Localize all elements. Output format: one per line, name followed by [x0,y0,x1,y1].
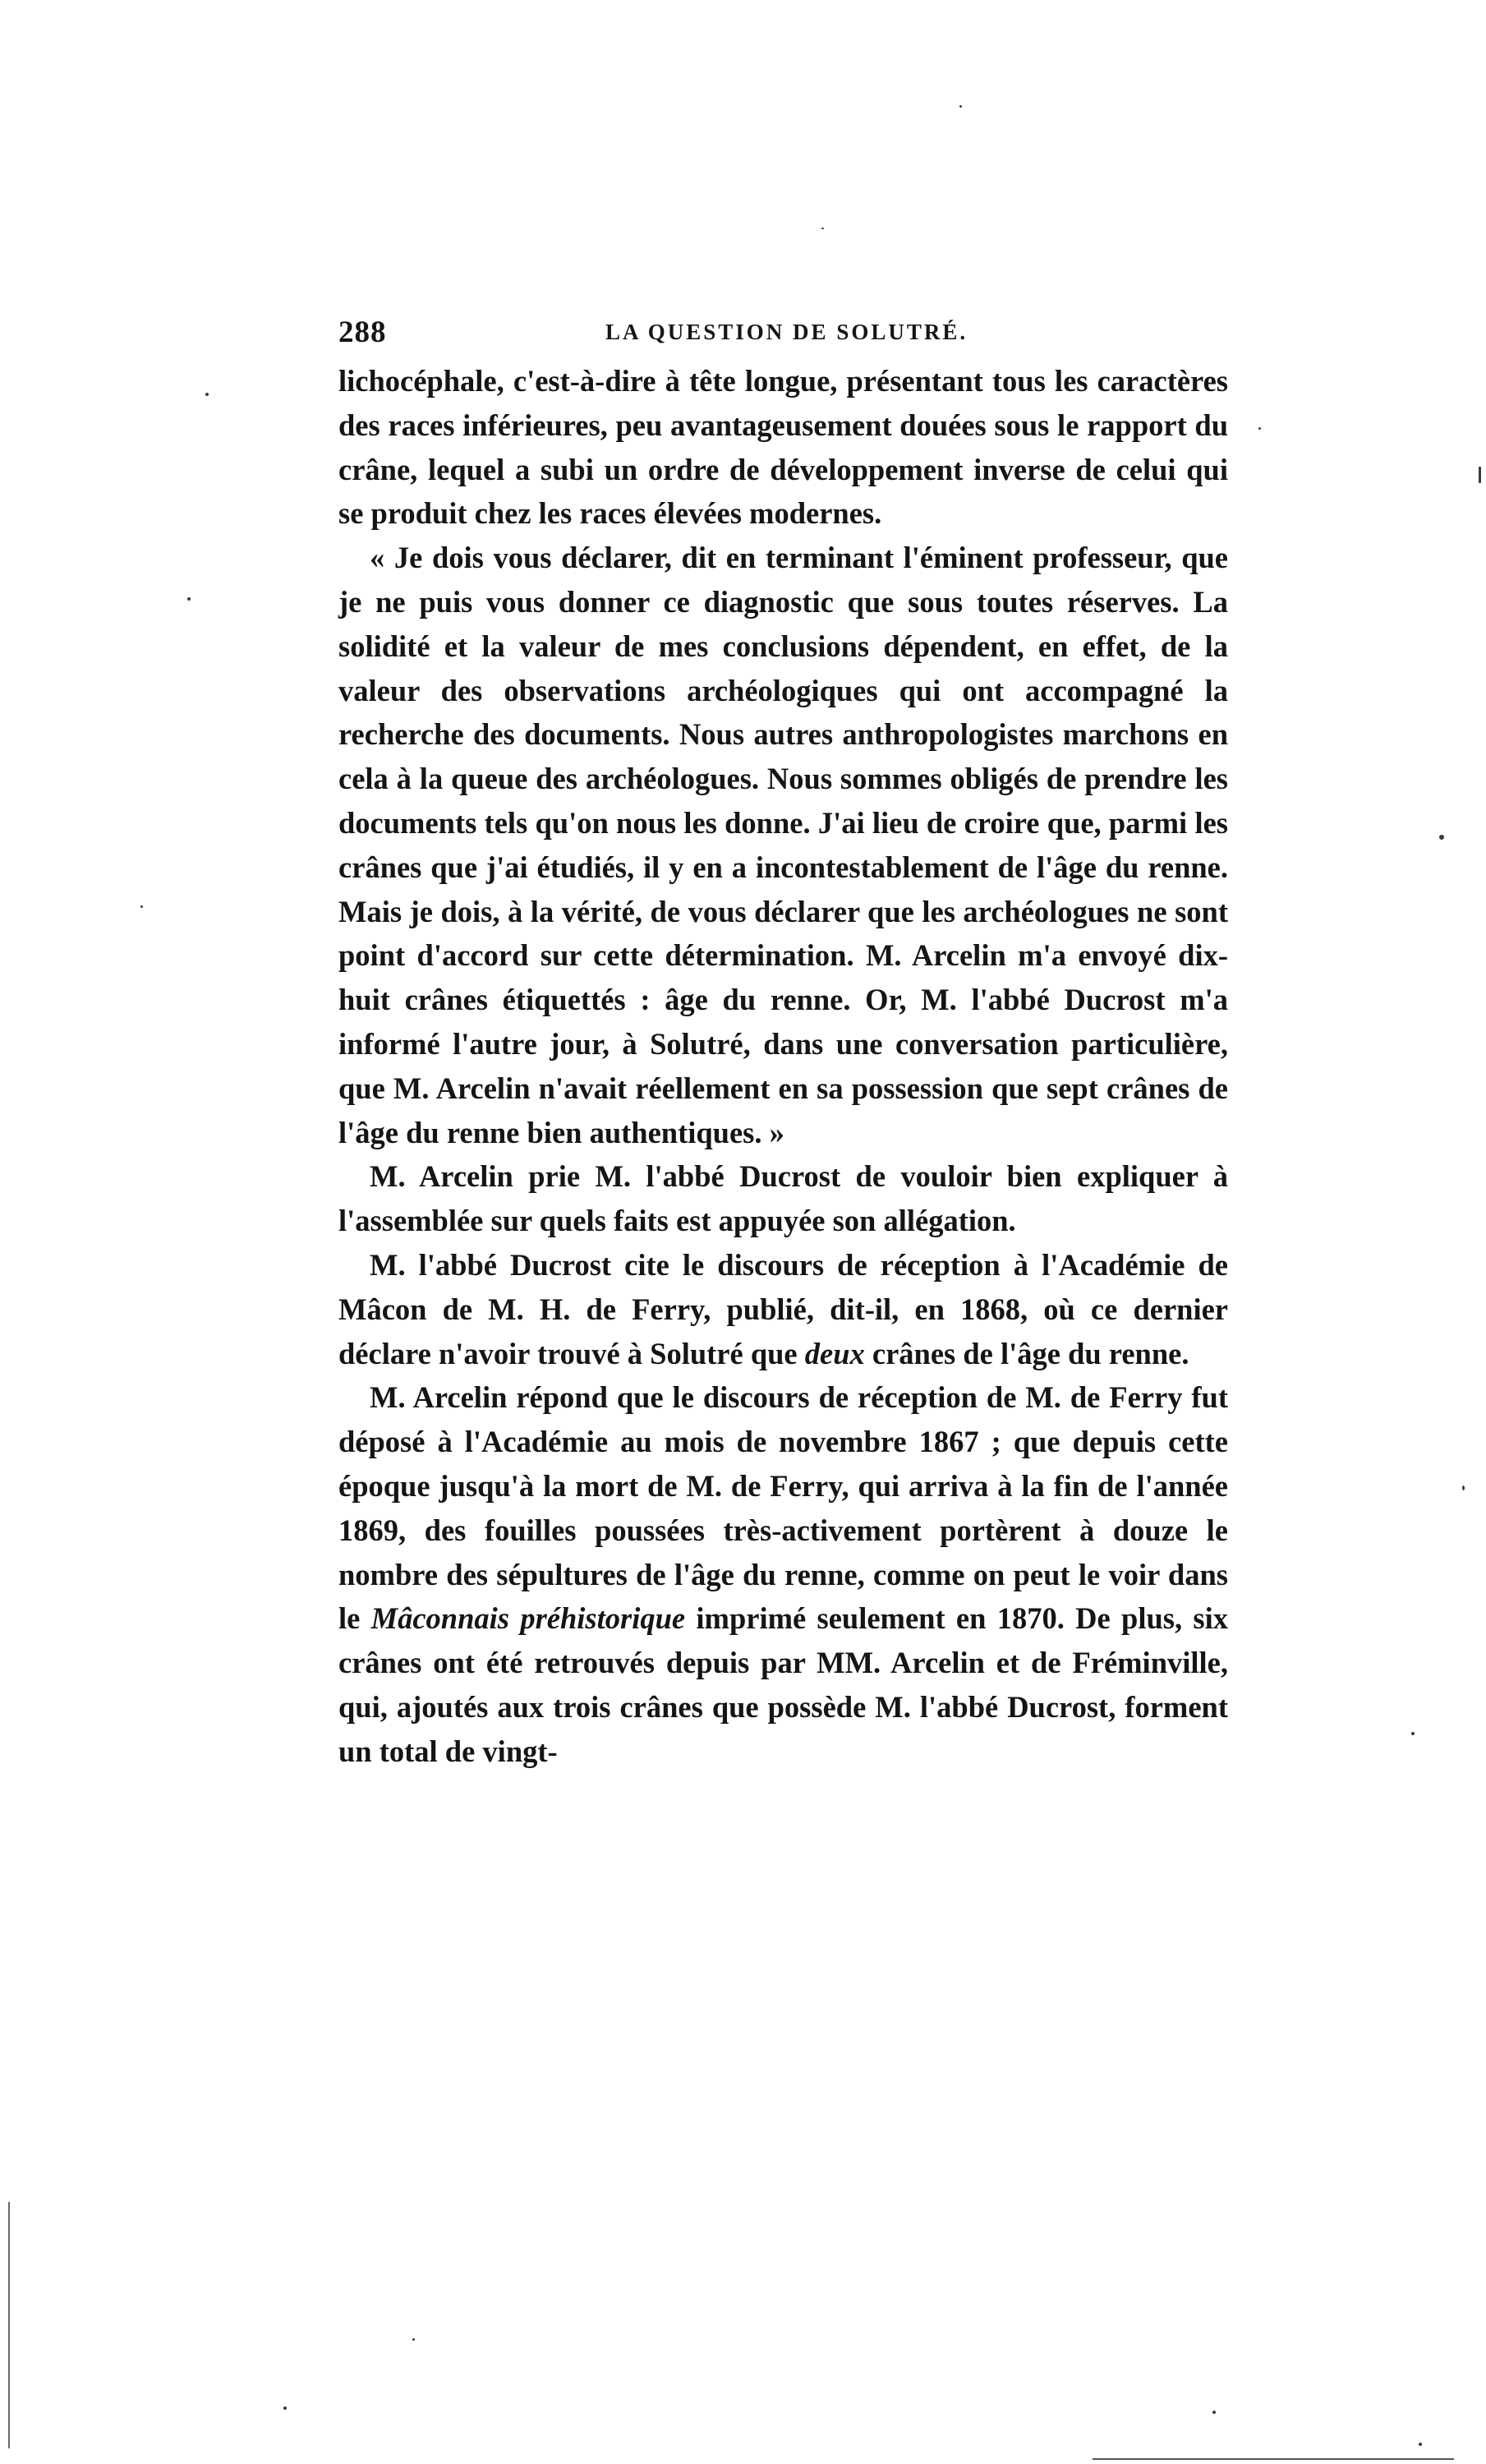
scan-speck [1462,1485,1465,1490]
scan-speck [1479,467,1481,483]
scan-speck [140,905,143,908]
running-title: LA QUESTION DE SOLUTRÉ. [605,320,968,344]
paragraph-continuation: lichocéphale, c'est-à-dire à tête longue, présentant tous les caractères des races inférieures, peu avantageusement douées sous le rapport du crâne, lequel a subi un ordre de développement inverse de celui qui se produit chez les races élevées modernes. [338,364,1228,531]
body-text [338,359,1228,1774]
paragraph-ducrost-reply [338,1243,1228,1375]
text-run: M. Arcelin répond que le discours de réception de M. de Ferry fut déposé à l'Académie au mois de novembre 1867 ; que depuis cette époque jusqu'à la mort de M. de Ferry, qui arriva à la fin de l'année 1869, des fouilles poussées très-activement portèrent à douze le nombre des sépultures de l'âge du renne, comme on peut le voir dans le [338,1380,1228,1636]
scan-speck [1258,427,1261,430]
scan-speck [412,2338,415,2341]
paragraph-quotation: « Je dois vous déclarer, dit en terminant l'éminent professeur, que je ne puis vous donner ce diagnostic que sous toutes réserves. La solidité et la valeur de mes conclusions dépendent, en effet, de la valeur des observations archéologiques qui ont accompagné la recherche des documents. Nous autres anthropologistes marchons en cela à la queue des archéologues. Nous sommes obligés de prendre les documents tels qu'on nous les donne. J'ai lieu de croire que, parmi les crânes que j'ai étudiés, il y en a incontestablement de l'âge du renne. Mais je dois, à la vérité, de vous déclarer que les archéologues ne sont point d'accord sur cette détermination. M. Arcelin m'a envoyé dix-huit crânes étiquettés : âge du renne. Or, M. l'abbé Ducrost m'a informé l'autre jour, à Solutré, dans une conversation particulière, que M. Arcelin n'avait réellement en sa possession que sept crânes de l'âge du renne bien authentiques. » [338,541,1228,1149]
scan-speck [1419,2443,1422,2446]
scan-speck [205,393,209,396]
text-run: imprimé seulement en 1870. De plus, six crânes ont été retrouvés depuis par MM. Arcelin et de Fréminville, qui, ajoutés aux trois crânes que possède M. l'abbé Ducrost, forment un total de vingt- [338,1601,1229,1768]
scan-speck [821,228,824,229]
page-number: 288 [338,315,387,349]
scan-speck [1411,1732,1415,1735]
scan-edge-line [8,2202,10,2448]
scan-speck [1439,835,1444,840]
scan-speck [187,597,191,601]
emphasis: deux [804,1336,865,1370]
paragraph-arcelin-request: M. Arcelin prie M. l'abbé Ducrost de vouloir bien expliquer à l'assemblée sur quels faits est appuyée son allégation. [338,1159,1228,1238]
scan-speck [283,2406,287,2410]
paragraph-arcelin-response [338,1375,1228,1773]
scan-bottom-line [1093,2458,1454,2460]
book-title: Mâconnais préhistorique [370,1601,686,1636]
scan-speck [959,105,962,108]
scan-speck [1212,2411,1216,2414]
text-run: crânes de l'âge du renne. [864,1336,1189,1370]
running-head [338,315,1226,356]
text-run: M. l'abbé Ducrost cite le discours de réception à l'Académie de Mâcon de M. H. de Ferry, publié, dit-il, en 1868, où ce dernier déclare n'avoir trouvé à Solutré que [338,1247,1228,1370]
